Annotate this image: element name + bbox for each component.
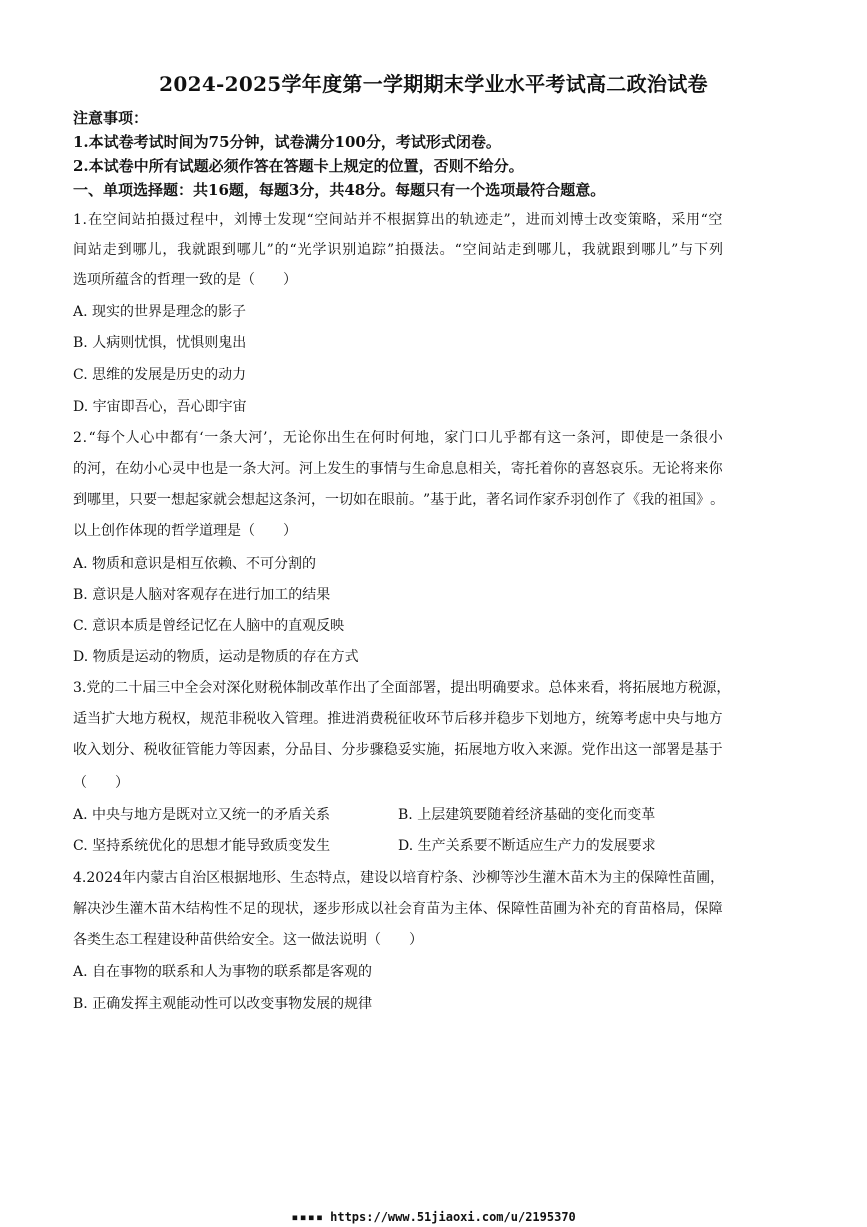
question-3-line-4: （ ） <box>73 775 129 791</box>
question-1-line-3: 选项所蕴含的哲理一致的是（ ） <box>73 272 297 288</box>
question-1-option-a[interactable]: A. 现实的世界是理念的影子 <box>73 304 247 320</box>
question-4-line-3: 各类生态工程建设种苗供给安全。这一做法说明（ ） <box>73 932 423 948</box>
footer-url[interactable]: https://www.51jiaoxi.com/u/2195370 <box>330 1210 576 1224</box>
question-4-line-2: 解 决 沙 生 灌 木 苗 木 结 构 性 不 足 的 现 状 ， 逐 步 形 成 以 社 会 育 苗 为 主 体 、 保 障 性 苗 圃 为 补 充 的 育 苗 格 局 ， 保 障 <box>73 901 723 917</box>
question-3-line-1: 3 . 党 的 二 十 届 三 中 全 会 对 深 化 财 税 体 制 改 革 作 出 了 全 面 部 署 ， 提 出 明 确 要 求 。 总 体 来 看 ， 将 拓 展 地 方 税 源 ， <box>73 680 731 696</box>
question-2-option-c[interactable]: C. 意识本质是曾经记忆在人脑中的直观反映 <box>73 618 345 634</box>
question-3-option-d[interactable]: D. 生产关系要不断适应生产力的发展要求 <box>398 838 656 854</box>
section-heading: 一、单项选择题：共16题，每题3分，共48分。每题只有一个选项最符合题意。 <box>73 181 606 199</box>
question-2-line-3: 到 哪 里 ， 只 要 一 想 起 家 就 会 想 起 这 条 河 ， 一 切 如 在 眼 前 。 ” 基 于 此 ， 著 名 词 作 家 乔 羽 创 作 了 《 我 的 祖 国 》 。 <box>73 492 725 508</box>
question-2-line-4: 以上创作体现的哲学道理是（ ） <box>73 523 297 539</box>
question-1-line-1: 1 . 在 空 间 站 拍 摄 过 程 中 ， 刘 博 士 发 现 “ 空 间 站 并 不 根 据 算 出 的 轨 迹 走 ” ， 进 而 刘 博 士 改 变 策 略 ， 采 用 “ 空 <box>73 212 723 228</box>
question-1-option-b[interactable]: B. 人病则忧惧，忧惧则鬼出 <box>73 335 247 351</box>
question-4-option-a[interactable]: A. 自在事物的联系和人为事物的联系都是客观的 <box>73 964 373 980</box>
question-2-option-b[interactable]: B. 意识是人脑对客观存在进行加工的结果 <box>73 587 331 603</box>
question-1-option-d[interactable]: D. 宇宙即吾心，吾心即宇宙 <box>73 399 247 415</box>
question-1-line-2: 间 站 走 到 哪 儿 ， 我 就 跟 到 哪 儿 ” 的 “ 光 学 识 别 追 踪 ” 拍 摄 法 。 “ 空 间 站 走 到 哪 儿 ， 我 就 跟 到 哪 儿 ” 与 下 列 <box>73 242 723 258</box>
question-2-option-a[interactable]: A. 物质和意识是相互依赖、不可分割的 <box>73 556 317 572</box>
question-4-option-b[interactable]: B. 正确发挥主观能动性可以改变事物发展的规律 <box>73 996 373 1012</box>
notice-item-2: 2.本试卷中所有试题必须作答在答题卡上规定的位置，否则不给分。 <box>73 157 524 175</box>
question-2-line-2: 的 河 ， 在 幼 小 心 灵 中 也 是 一 条 大 河 。 河 上 发 生 的 事 情 与 生 命 息 息 相 关 ， 寄 托 着 你 的 喜 怒 哀 乐 。 无 论 将 来 你 <box>73 461 723 477</box>
question-2-option-d[interactable]: D. 物质是运动的物质，运动是物质的存在方式 <box>73 649 359 665</box>
question-3-option-c[interactable]: C. 坚持系统优化的思想才能导致质变发生 <box>73 838 331 854</box>
question-3-line-3: 收 入 划 分 、 税 收 征 管 能 力 等 因 素 ， 分 品 目 、 分 步 骤 稳 妥 实 施 ， 拓 展 地 方 收 入 来 源 。 党 作 出 这 一 部 署 是 基 于 <box>73 742 723 758</box>
question-4-line-1: 4 . 2 0 2 4 年 内 蒙 古 自 治 区 根 据 地 形 、 生 态 特 点 ， 建 设 以 培 育 柠 条 、 沙 柳 等 沙 生 灌 木 苗 木 为 主 的 保 障 性 苗 圃 ， <box>73 870 725 886</box>
question-3-option-a[interactable]: A. 中央与地方是既对立又统一的矛盾关系 <box>73 807 331 823</box>
question-3-line-2: 适 当 扩 大 地 方 税 权 ， 规 范 非 税 收 入 管 理 。 推 进 消 费 税 征 收 环 节 后 移 并 稳 步 下 划 地 方 ， 统 筹 考 虑 中 央 与 地 方 <box>73 711 723 727</box>
question-1-option-c[interactable]: C. 思维的发展是历史的动力 <box>73 367 247 383</box>
question-3-option-b[interactable]: B. 上层建筑要随着经济基础的变化而变革 <box>398 807 656 823</box>
footer <box>0 1210 867 1224</box>
page-title: 2024-2025学年度第一学期期末学业水平考试高二政治试卷 <box>159 72 708 96</box>
question-2-line-1: 2 . “ 每 个 人 心 中 都 有 ‘ 一 条 大 河 ’ ， 无 论 你 出 生 在 何 时 何 地 ， 家 门 口 儿 乎 都 有 这 一 条 河 ， 即 使 是 一 条 很 小 <box>73 430 723 446</box>
notice-item-1: 1.本试卷考试时间为75分钟，试卷满分100分，考试形式闭卷。 <box>73 133 501 151</box>
footer-dots: ▪▪▪▪ <box>291 1210 325 1224</box>
notice-heading: 注意事项： <box>73 109 149 127</box>
